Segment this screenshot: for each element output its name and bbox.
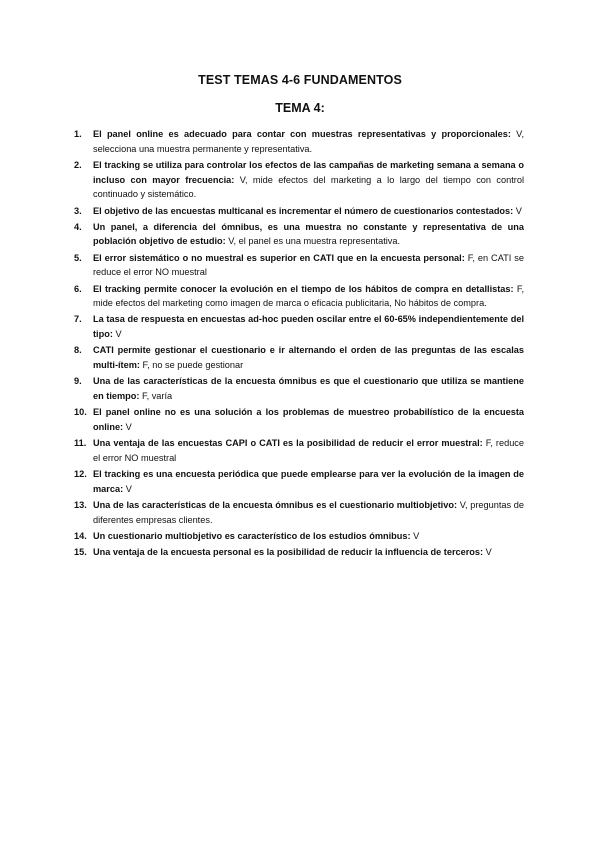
question-body [93, 374, 524, 403]
question-text: El tracking se utiliza para controlar los efectos de las campañas de marketing semana a semana o incluso con mayor frecuencia: [93, 159, 524, 185]
question-number: 6. [74, 283, 82, 294]
question-text: El panel online es adecuado para contar con muestras representativas y proporcionales: [93, 129, 511, 139]
document-title: TEST TEMAS 4-6 FUNDAMENTOS [198, 73, 402, 87]
question-text: CATI permite gestionar el cuestionario e ir alternando el orden de las preguntas de las escalas multi-ítem: [93, 345, 524, 371]
question-answer: V [483, 546, 492, 557]
question-number: 14. [74, 530, 87, 541]
question-answer: F, varía [139, 390, 173, 401]
question-item [74, 312, 524, 341]
question-answer: V [410, 530, 420, 541]
question-body [93, 467, 524, 496]
question-text: El tracking es una encuesta periódica que puede emplearse para ver la evolución de la imagen de marca: [93, 468, 524, 494]
question-number: 9. [74, 376, 82, 387]
question-answer: F, no se puede gestionar [139, 360, 244, 371]
question-text: Una de las características de la encuesta ómnibus es el cuestionario multiobjetivo: [93, 499, 458, 510]
question-text: Una ventaja de la encuesta personal es la posibilidad de reducir la influencia de terceros: [93, 546, 484, 557]
question-answer: V [123, 483, 132, 494]
question-number: 15. [74, 546, 87, 557]
question-item [74, 127, 524, 156]
question-body [93, 312, 524, 341]
question-number: 8. [74, 345, 82, 356]
question-body [93, 343, 524, 372]
question-body [93, 436, 524, 465]
question-body [93, 405, 524, 434]
question-item [74, 529, 524, 544]
question-item [74, 405, 524, 434]
question-answer: V, el panel es una muestra representativa. [225, 236, 401, 247]
question-number: 2. [74, 159, 82, 170]
question-answer: V, preguntas de diferentes empresas clientes. [93, 499, 524, 525]
question-text: El error sistemático o no muestral es superior en CATI que en la encuesta personal: [93, 252, 465, 263]
question-text: Un cuestionario multiobjetivo es característico de los estudios ómnibus: [93, 530, 411, 541]
question-item [74, 498, 524, 527]
question-body [93, 127, 524, 156]
question-number: 5. [74, 252, 82, 263]
question-answer: F, reduce el error NO muestral [93, 438, 525, 463]
question-item [74, 436, 524, 465]
question-item [74, 204, 524, 219]
question-item [74, 545, 524, 560]
question-item [74, 282, 524, 311]
question-number: 10. [74, 407, 87, 418]
question-text: La tasa de respuesta en encuestas ad-hoc pueden oscilar entre el 60-65% independientemente del tipo: [93, 314, 524, 340]
question-number: 1. [74, 129, 82, 139]
question-text: El tracking permite conocer la evolución en el tiempo de los hábitos de compra en detallistas: [93, 283, 514, 294]
question-item [74, 251, 524, 280]
question-item [74, 158, 524, 202]
question-list [74, 127, 524, 561]
question-body [93, 545, 524, 560]
question-item [74, 467, 524, 496]
question-answer: F, en CATI se reduce el error NO muestral [93, 252, 524, 278]
question-item [74, 374, 524, 403]
question-number: 4. [74, 221, 82, 232]
question-text: Un panel, a diferencia del ómnibus, es una muestra no constante y representativa de una población objetivo de estudio: [93, 221, 524, 247]
question-number: 13. [74, 499, 87, 510]
question-answer: V [112, 329, 122, 340]
question-answer: V [513, 205, 522, 216]
question-text: El objetivo de las encuestas multicanal es incrementar el número de cuestionarios contestados: [93, 205, 514, 216]
question-number: 3. [74, 205, 82, 216]
question-answer: V, mide efectos del marketing a lo largo del tiempo con control continuado y sistemático. [93, 174, 524, 200]
question-text: Una ventaja de las encuestas CAPI o CATI es la posibilidad de reducir el error muestral: [93, 438, 483, 449]
question-body [93, 282, 524, 311]
question-body [93, 529, 524, 544]
question-answer: V, selecciona una muestra permanente y representativa. [93, 129, 525, 154]
question-item [74, 220, 524, 249]
question-body [93, 204, 524, 219]
question-answer: F, mide efectos del marketing como imagen de marca o eficacia publicitaria, No hábitos de compra. [93, 283, 524, 309]
section-title: TEMA 4: [275, 101, 325, 115]
question-text: Una de las características de la encuesta ómnibus es que el cuestionario que utiliza se mantiene en tiempo: [93, 376, 524, 401]
question-body [93, 498, 524, 527]
question-body [93, 220, 524, 249]
question-item [74, 343, 524, 372]
question-number: 7. [74, 314, 82, 325]
question-number: 11. [74, 438, 87, 449]
question-number: 12. [74, 468, 87, 479]
question-text: El panel online no es una solución a los problemas de muestreo probabilístico de la encuesta online: [93, 407, 524, 432]
question-answer: V [123, 421, 132, 432]
question-body [93, 158, 524, 202]
question-body [93, 251, 524, 280]
